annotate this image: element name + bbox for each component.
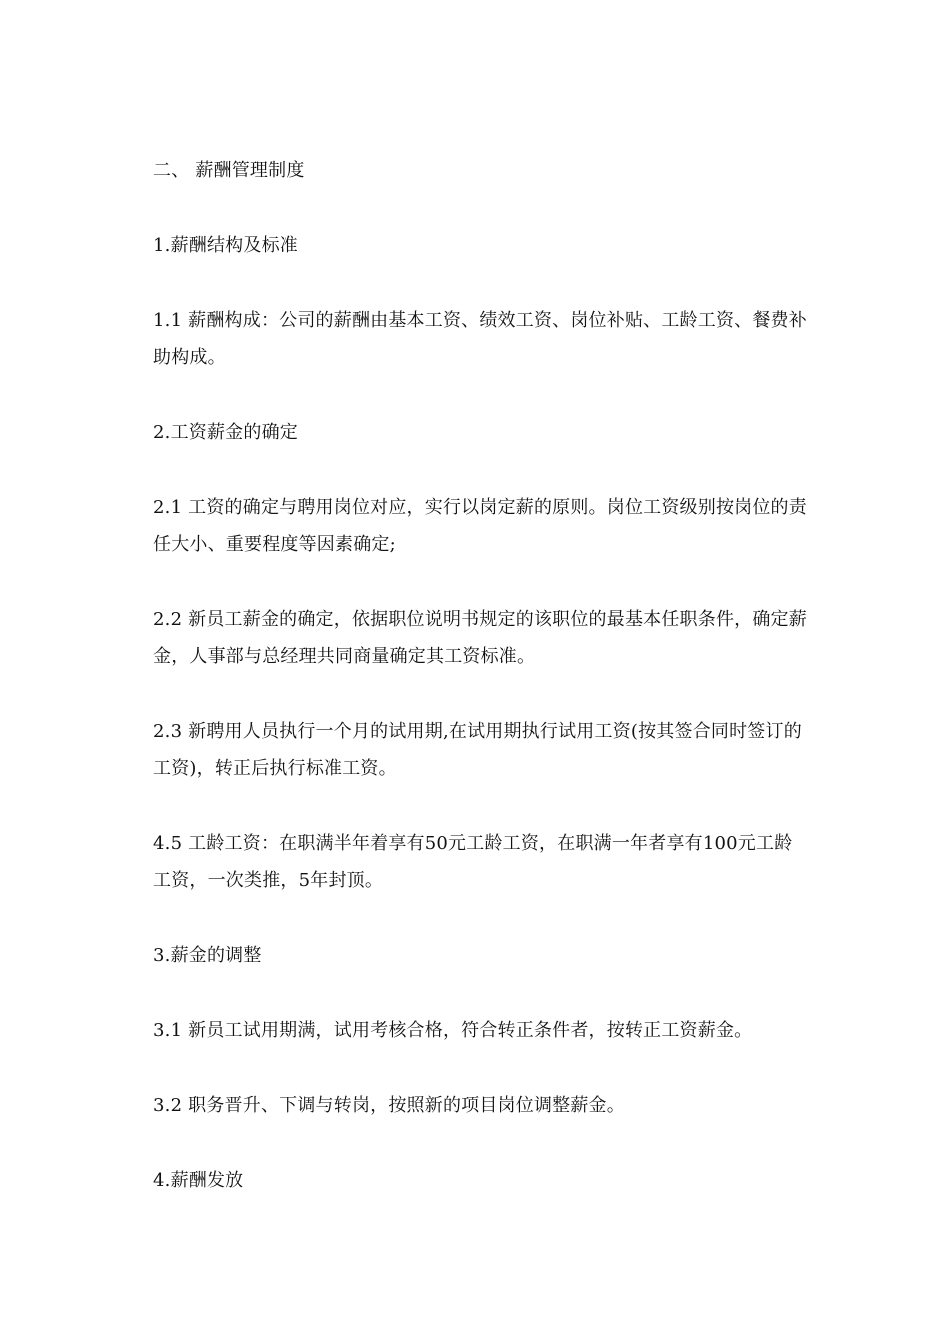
document-body — [143, 152, 809, 1199]
paragraph-1-1: 1.1 薪酬构成：公司的薪酬由基本工资、绩效工资、岗位补贴、工龄工资、餐费补助构成。 — [153, 310, 807, 368]
paragraph-4-5: 4.5 工龄工资：在职满半年着享有50元工龄工资，在职满一年者享有100元工龄工资，一次类推，5年封顶。 — [153, 833, 793, 891]
paragraph-2-2: 2.2 新员工薪金的确定，依据职位说明书规定的该职位的最基本任职条件，确定薪金，人事部与总经理共同商量确定其工资标准。 — [153, 609, 807, 667]
heading-salary-determination: 2.工资薪金的确定 — [153, 422, 298, 443]
section-heading: 二、 薪酬管理制度 — [153, 160, 305, 181]
heading-salary-adjustment: 3.薪金的调整 — [153, 945, 262, 966]
paragraph-3-2: 3.2 职务晋升、下调与转岗，按照新的项目岗位调整薪金。 — [153, 1095, 625, 1116]
heading-salary-structure: 1.薪酬结构及标准 — [153, 235, 298, 256]
heading-salary-payment: 4.薪酬发放 — [153, 1170, 244, 1191]
paragraph-2-1: 2.1 工资的确定与聘用岗位对应，实行以岗定薪的原则。岗位工资级别按岗位的责任大小、重要程度等因素确定; — [153, 497, 807, 555]
paragraph-3-1: 3.1 新员工试用期满，试用考核合格，符合转正条件者，按转正工资薪金。 — [153, 1020, 753, 1041]
paragraph-2-3: 2.3 新聘用人员执行一个月的试用期,在试用期执行试用工资(按其签合同时签订的工资)，转正后执行标准工资。 — [153, 721, 802, 779]
